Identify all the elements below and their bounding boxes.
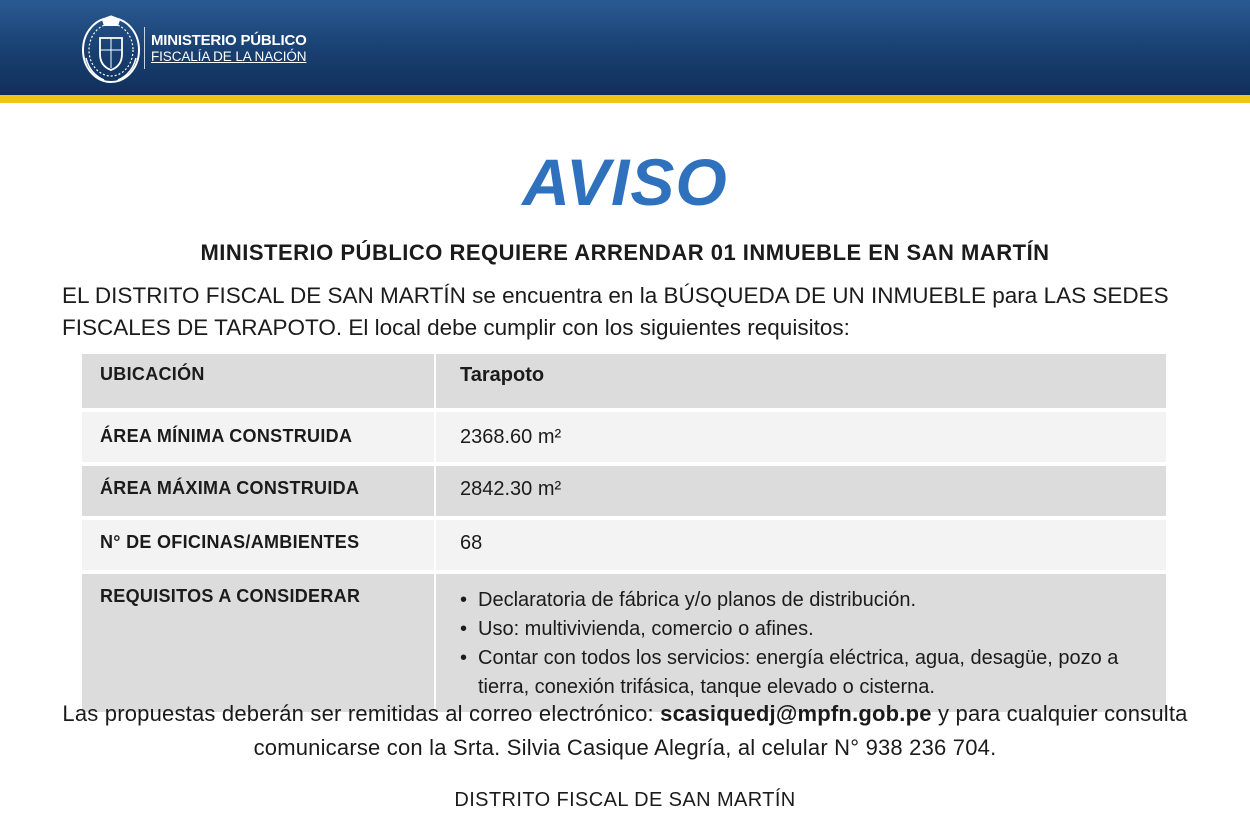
location-label: UBICACIÓN xyxy=(82,354,435,408)
offices-value: 68 xyxy=(435,520,1166,570)
list-item: • Contar con todos los servicios: energía eléctrica, agua, desagüe, pozo a tierra, conexión trifásica, tanque elevado o cisterna. xyxy=(460,644,1166,702)
header-bar xyxy=(0,0,1250,95)
requirements-table xyxy=(82,354,1166,712)
location-value: Tarapoto xyxy=(435,354,1166,408)
table-row xyxy=(82,354,1166,408)
offices-label: N° DE OFICINAS/AMBIENTES xyxy=(82,520,435,570)
table-row xyxy=(82,574,1166,712)
table-row xyxy=(82,520,1166,570)
conditions-cell xyxy=(435,574,1166,712)
min-area-value: 2368.60 m² xyxy=(435,412,1166,462)
conditions-label: REQUISITOS A CONSIDERAR xyxy=(82,574,435,712)
contact-text-before: Las propuestas deberán ser remitidas al correo electrónico: xyxy=(62,701,654,726)
logo-divider xyxy=(144,27,145,69)
list-item: • Uso: multivivienda, comercio o afines. xyxy=(460,615,1166,644)
footer-signature: DISTRITO FISCAL DE SAN MARTÍN xyxy=(454,789,796,811)
contact-paragraph xyxy=(40,697,1210,765)
org-name: MINISTERIO PÚBLICO xyxy=(151,32,307,49)
max-area-value: 2842.30 m² xyxy=(435,466,1166,516)
accent-stripe xyxy=(0,95,1250,103)
max-area-label: ÁREA MÁXIMA CONSTRUIDA xyxy=(82,466,435,516)
coat-of-arms-icon xyxy=(80,8,142,86)
list-item: • Declaratoria de fábrica y/o planos de distribución. xyxy=(460,586,1166,615)
table-row xyxy=(82,466,1166,516)
conditions-list xyxy=(460,586,1166,702)
notice-title: AVISO xyxy=(522,145,728,219)
min-area-label: ÁREA MÍNIMA CONSTRUIDA xyxy=(82,412,435,462)
org-subtitle: FISCALÍA DE LA NACIÓN xyxy=(151,49,307,64)
table-row xyxy=(82,412,1166,462)
contact-text-after: y para cualquier consulta comunicarse con la Srta. Silvia Casique Alegría, al celular N° 938 236 704. xyxy=(253,701,1188,760)
brand-name xyxy=(151,33,307,64)
contact-email[interactable]: scasiquedj@mpfn.gob.pe xyxy=(660,701,932,726)
notice-subtitle: MINISTERIO PÚBLICO REQUIERE ARRENDAR 01 INMUEBLE EN SAN MARTÍN xyxy=(200,240,1050,265)
notice-intro: EL DISTRITO FISCAL DE SAN MARTÍN se encuentra en la BÚSQUEDA DE UN INMUEBLE para LAS SEDES FISCALES DE TARAPOTO. El local debe cumplir con los siguientes requisitos: xyxy=(62,283,1169,340)
